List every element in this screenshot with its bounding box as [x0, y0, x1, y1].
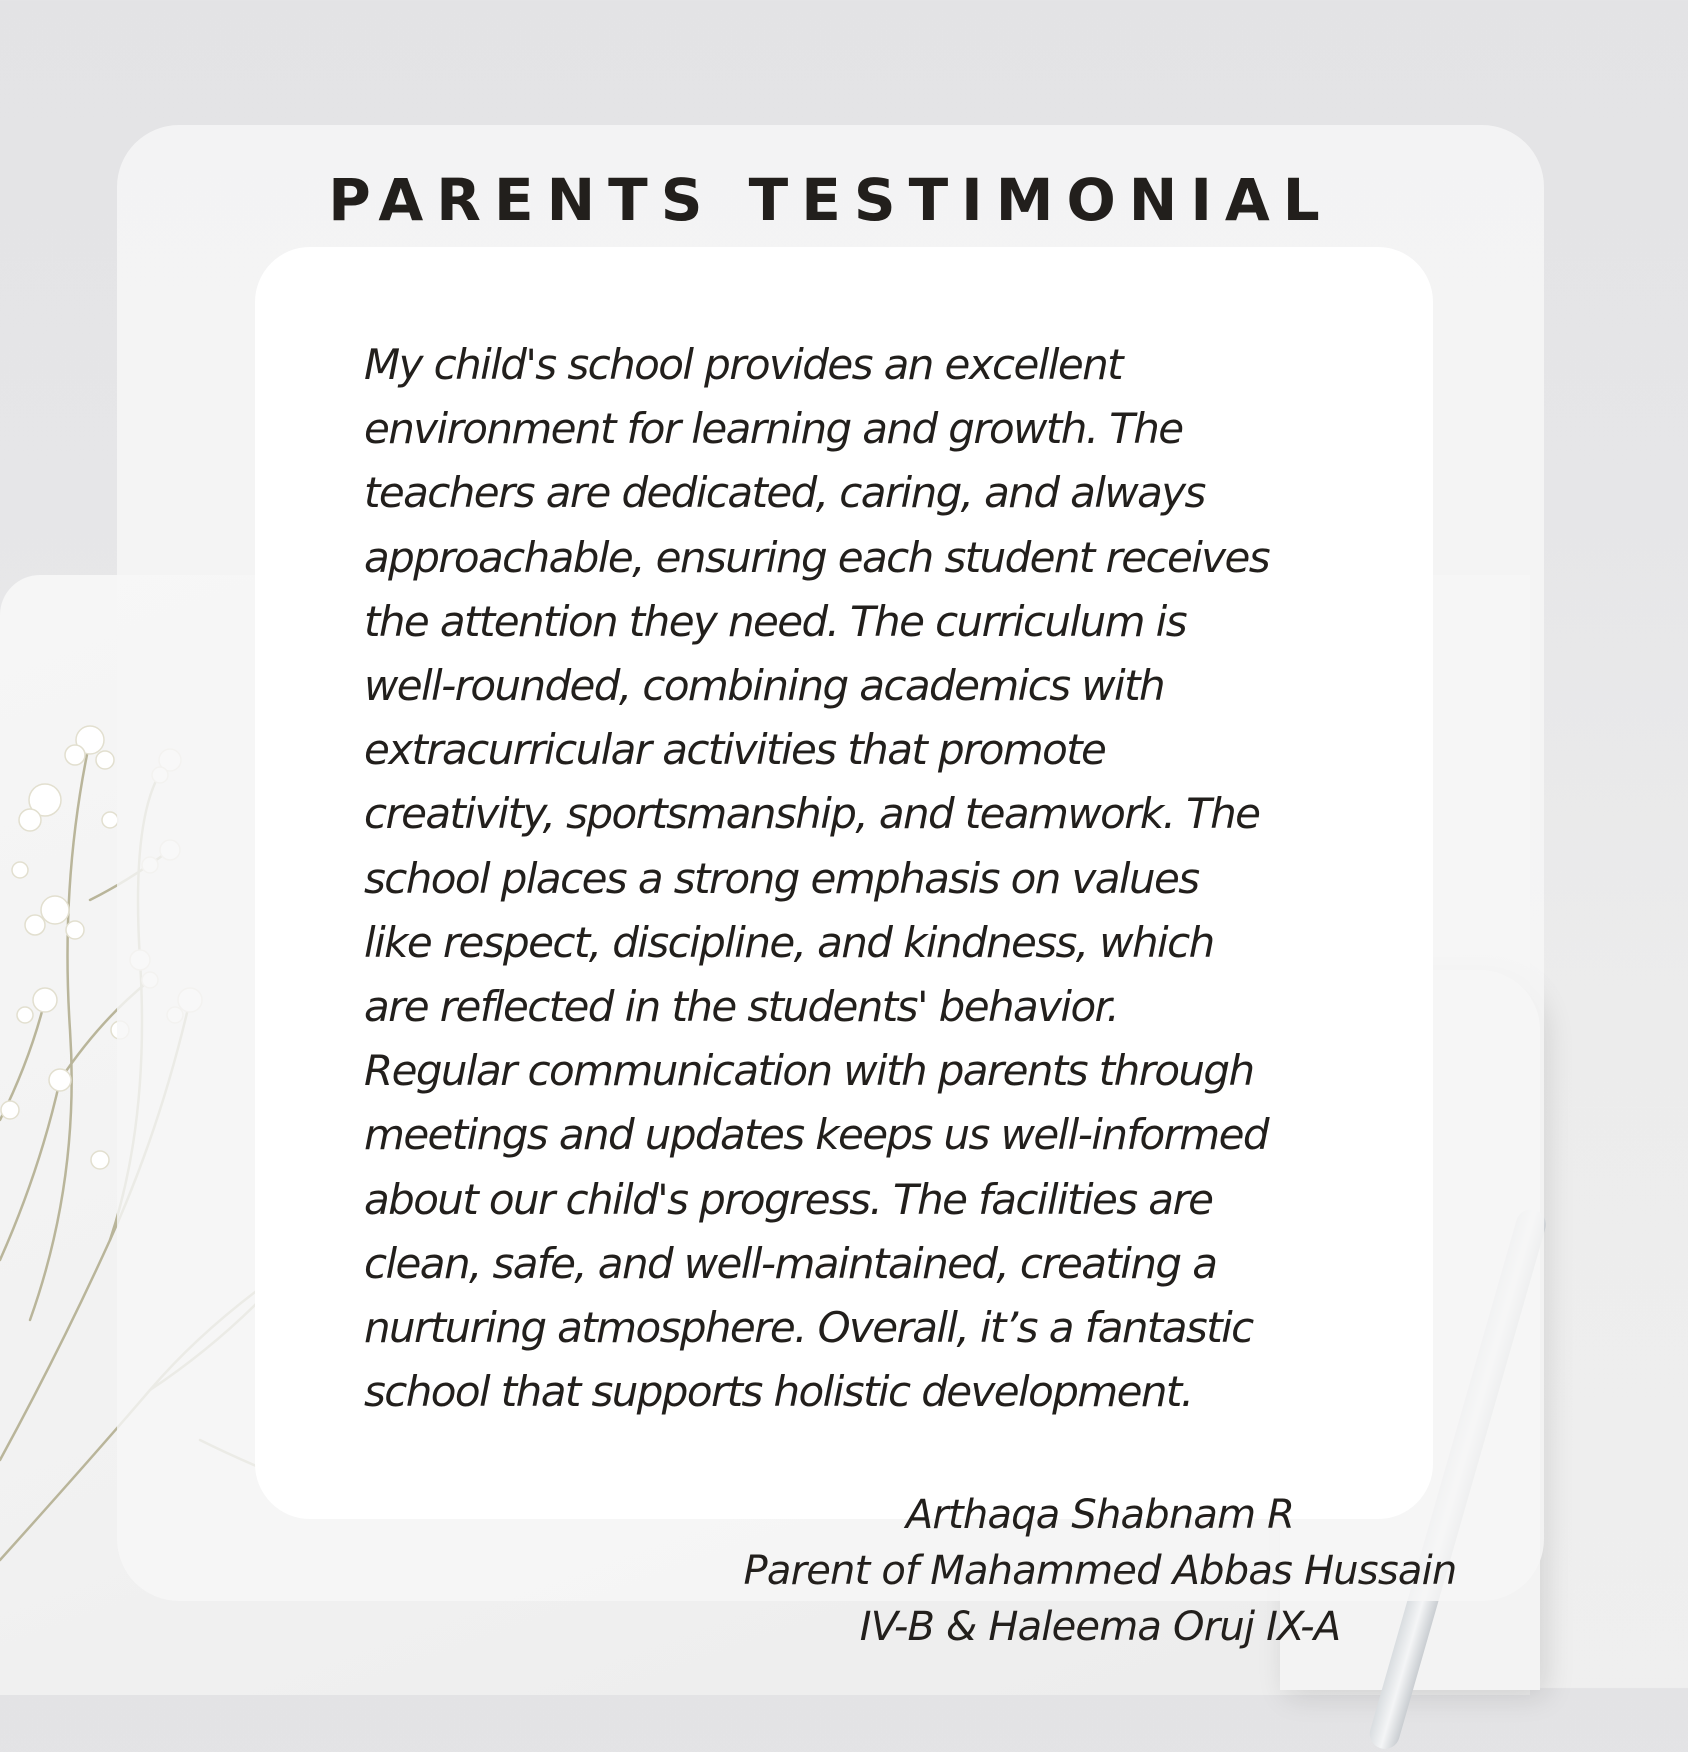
page-title: PARENTS TESTIMONIAL — [328, 166, 1333, 234]
testimonial-line: creativity, sportsmanship, and teamwork. The — [364, 789, 1260, 839]
testimonial-line: approachable, ensuring each student receives — [364, 532, 1270, 582]
testimonial-line: Regular communication with parents through — [364, 1046, 1254, 1096]
testimonial-line: school places a strong emphasis on values — [364, 853, 1199, 903]
attribution-relation: Parent of Mahammed Abbas Hussain — [743, 1548, 1457, 1594]
testimonial-line: school that supports holistic development. — [364, 1367, 1193, 1417]
testimonial-text — [364, 333, 1364, 1424]
attribution — [680, 1487, 1520, 1655]
testimonial-line: like respect, discipline, and kindness, which — [364, 917, 1214, 967]
testimonial-line: meetings and updates keeps us well-informed — [364, 1110, 1268, 1160]
testimonial-line: teachers are dedicated, caring, and always — [364, 468, 1205, 518]
testimonial-line: clean, safe, and well-maintained, creating a — [364, 1238, 1217, 1288]
testimonial-line: are reflected in the students' behavior. — [364, 982, 1119, 1032]
testimonial-line: environment for learning and growth. The — [364, 404, 1183, 454]
attribution-classes: IV-B & Haleema Oruj IX-A — [859, 1604, 1341, 1650]
testimonial-line: about our child's progress. The facilities are — [364, 1174, 1213, 1224]
testimonial-line: extracurricular activities that promote — [364, 725, 1106, 775]
testimonial-line: the attention they need. The curriculum is — [364, 596, 1186, 646]
testimonial-line: well-rounded, combining academics with — [364, 661, 1164, 711]
attribution-name: Arthaqa Shabnam R — [905, 1492, 1295, 1538]
testimonial-line: My child's school provides an excellent — [364, 340, 1123, 389]
testimonial-line: nurturing atmosphere. Overall, it’s a fantastic — [364, 1303, 1253, 1353]
